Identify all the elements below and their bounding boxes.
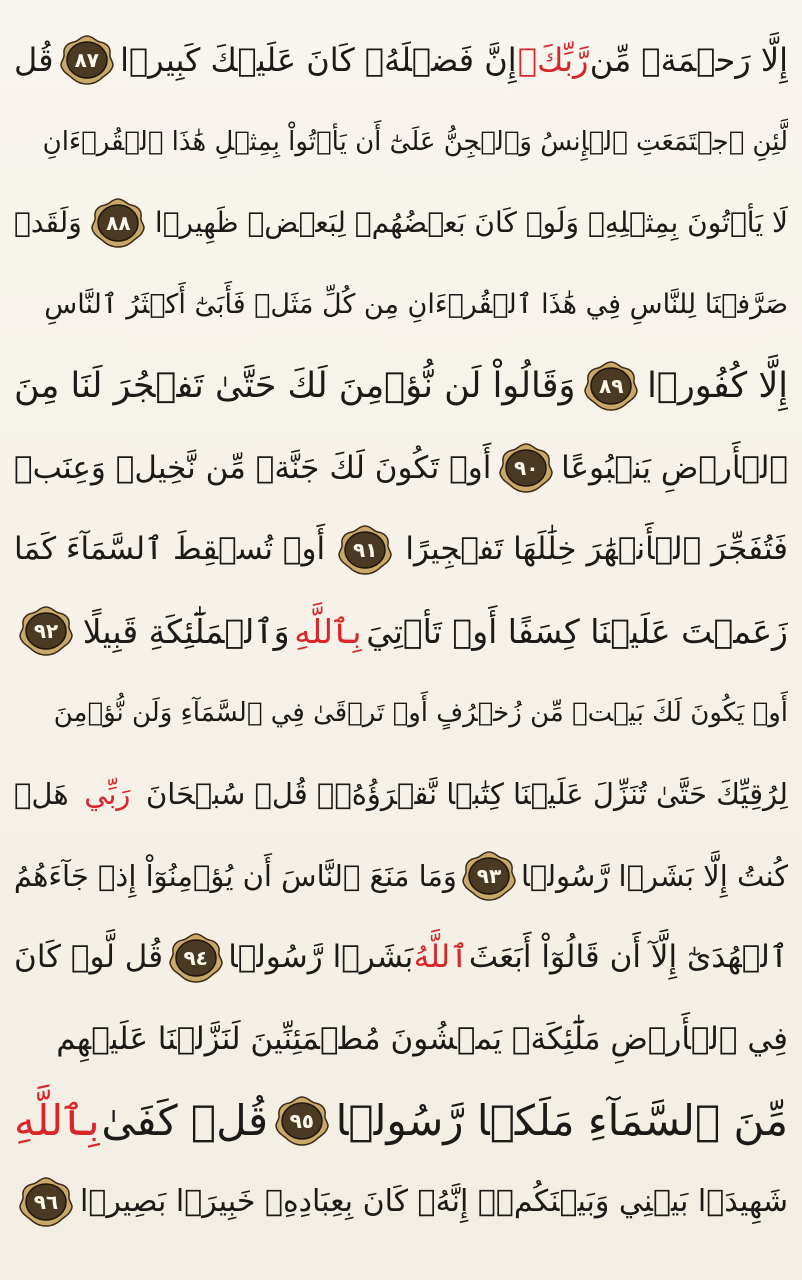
verse-text: أَوۡ تُسۡقِطَ ٱلسَّمَآءَ كَمَا [14,531,326,568]
ayah-number: ٩٢ [33,619,59,644]
verse-text: إِلَّا كُفُورࣰا [647,365,788,406]
ayah-number-marker [274,1095,330,1147]
ayah-number: ٨٧ [74,48,100,72]
text-line [14,1164,788,1240]
text-line [14,838,788,914]
divine-name-text: بِٱللَّهِ [294,611,362,651]
ayah-number-marker [90,197,146,249]
verse-text: وَقَالُواْ لَن نُّؤۡمِنَ لَكَ حَتَّىٰ تَفۡجُرَ لَنَا مِنَ [14,365,576,406]
ayah-number: ٩٤ [183,945,208,970]
text-line [14,920,788,996]
verse-text: كُنتُ إِلَّا بَشَرࣰا رَّسُولࣰا [520,858,788,893]
verse-text: ٱلۡأَرۡضِ يَنۢبُوعًا [561,449,788,486]
verse-text: قُل [14,41,54,79]
verse-text: وَمَا مَنَعَ ٱلنَّاسَ أَن يُؤۡمِنُوٓاْ إِذۡ جَآءَهُمُ [14,858,457,893]
ayah-number: ٩١ [352,537,378,562]
text-line [14,185,788,261]
verse-text: فِي ٱلۡأَرۡضِ مَلَٰٓئِكَةࣱ يَمۡشُونَ مُطۡمَئِنِّينَ لَنَزَّلۡنَا عَلَيۡهِم [56,1020,788,1057]
text-line [14,22,788,98]
divine-name-text: بِٱللَّهِ [14,1095,100,1145]
verse-text: إِنَّ فَضۡلَهُۥ كَانَ عَلَيۡكَ كَبِيرࣰا [120,41,517,79]
text-line [14,104,788,180]
ayah-number-marker [168,932,224,984]
verse-text: ٱلۡهُدَىٰٓ إِلَّآ أَن قَالُوٓاْ أَبَعَثَ [468,939,788,976]
ayah-number-marker [59,34,115,86]
verse-text: أَوۡ يَكُونَ لَكَ بَيۡتࣱ مِّن زُخۡرُفٍ أَوۡ تَرۡقَىٰ فِي ٱلسَّمَآءِ وَلَن نُّؤۡمِنَ [53,697,788,728]
text-line [14,267,788,343]
verse-text: وَٱلۡمَلَٰٓئِكَةِ قَبِيلًا [82,611,290,651]
ayah-number: ٩٥ [289,1108,315,1133]
text-line [14,348,788,424]
ayah-number-marker [498,442,554,494]
text-line [14,512,788,588]
verse-text: لَا يَأۡتُونَ بِمِثۡلِهِۦ وَلَوۡ كَانَ بَعۡضُهُمۡ لِبَعۡضࣲ ظَهِيرࣰا [154,206,788,240]
verse-text: بَشَرࣰا رَّسُولࣰا [228,939,414,976]
verse-text: شَهِيدَۢا بَيۡنِي وَبَيۡنَكُمۡۚ إِنَّهُۥ كَانَ بِعِبَادِهِۦ خَبِيرَۢا بَصِيرࣰا [80,1184,788,1220]
ayah-number-marker [461,850,517,902]
verse-text: لَّئِنِ ٱجۡتَمَعَتِ ٱلۡإِنسُ وَٱلۡجِنُّ عَلَىٰٓ أَن يَأۡتُواْ بِمِثۡلِ هَٰذَا ٱلۡقُرۡءَانِ [42,126,788,157]
verse-text: لِرُقِيِّكَ حَتَّىٰ تُنَزِّلَ عَلَيۡنَا كِتَٰبࣰا نَّقۡرَؤُهُۥۗ قُلۡ سُبۡحَانَ [145,776,788,811]
verse-text: قُلۡ كَفَىٰ [101,1095,269,1145]
verse-text: صَرَّفۡنَا لِلنَّاسِ فِي هَٰذَا ٱلۡقُرۡءَانِ مِن كُلِّ مَثَلࣲ فَأَبَىٰٓ أَكۡثَرُ ٱلنَّاسِ [44,289,788,321]
text-line [14,593,788,669]
divine-name-text: رَبِّي [84,776,131,811]
ayah-number-marker [18,1176,74,1228]
ayah-number-marker [337,524,393,576]
verse-text: إِلَّا رَحۡمَةࣰ مِّن [589,41,788,79]
text-line [14,430,788,506]
verse-text: قُل لَّوۡ كَانَ [14,939,164,976]
ayah-number-marker [583,360,639,412]
ayah-number-marker [18,605,74,657]
ayah-number: ٨٨ [106,211,131,236]
verse-text: وَلَقَدۡ [14,206,82,240]
text-line [14,675,788,751]
verse-text: مِّنَ ٱلسَّمَآءِ مَلَكࣰا رَّسُولࣰا [335,1095,788,1145]
verse-text: هَلۡ [14,776,69,811]
text-line [14,756,788,832]
divine-name-text: ٱللَّهُ [413,939,469,976]
ayah-number: ٨٩ [599,374,624,399]
ayah-number: ٩٠ [513,456,539,480]
divine-name-text: رَّبِّكَۚ [517,41,589,79]
ayah-number: ٩٣ [476,864,502,888]
verse-text: أَوۡ تَكُونَ لَكَ جَنَّةࣱ مِّن نَّخِيلࣲ وَعِنَبࣲ [14,449,492,486]
ayah-number: ٩٦ [33,1190,59,1215]
verse-text: زَعَمۡتَ عَلَيۡنَا كِسَفًا أَوۡ تَأۡتِيَ [366,611,788,651]
text-line [14,1001,788,1077]
text-line [14,1083,788,1159]
verse-text: فَتُفَجِّرَ ٱلۡأَنۡهَٰرَ خِلَٰلَهَا تَفۡجِيرًا [405,531,788,568]
